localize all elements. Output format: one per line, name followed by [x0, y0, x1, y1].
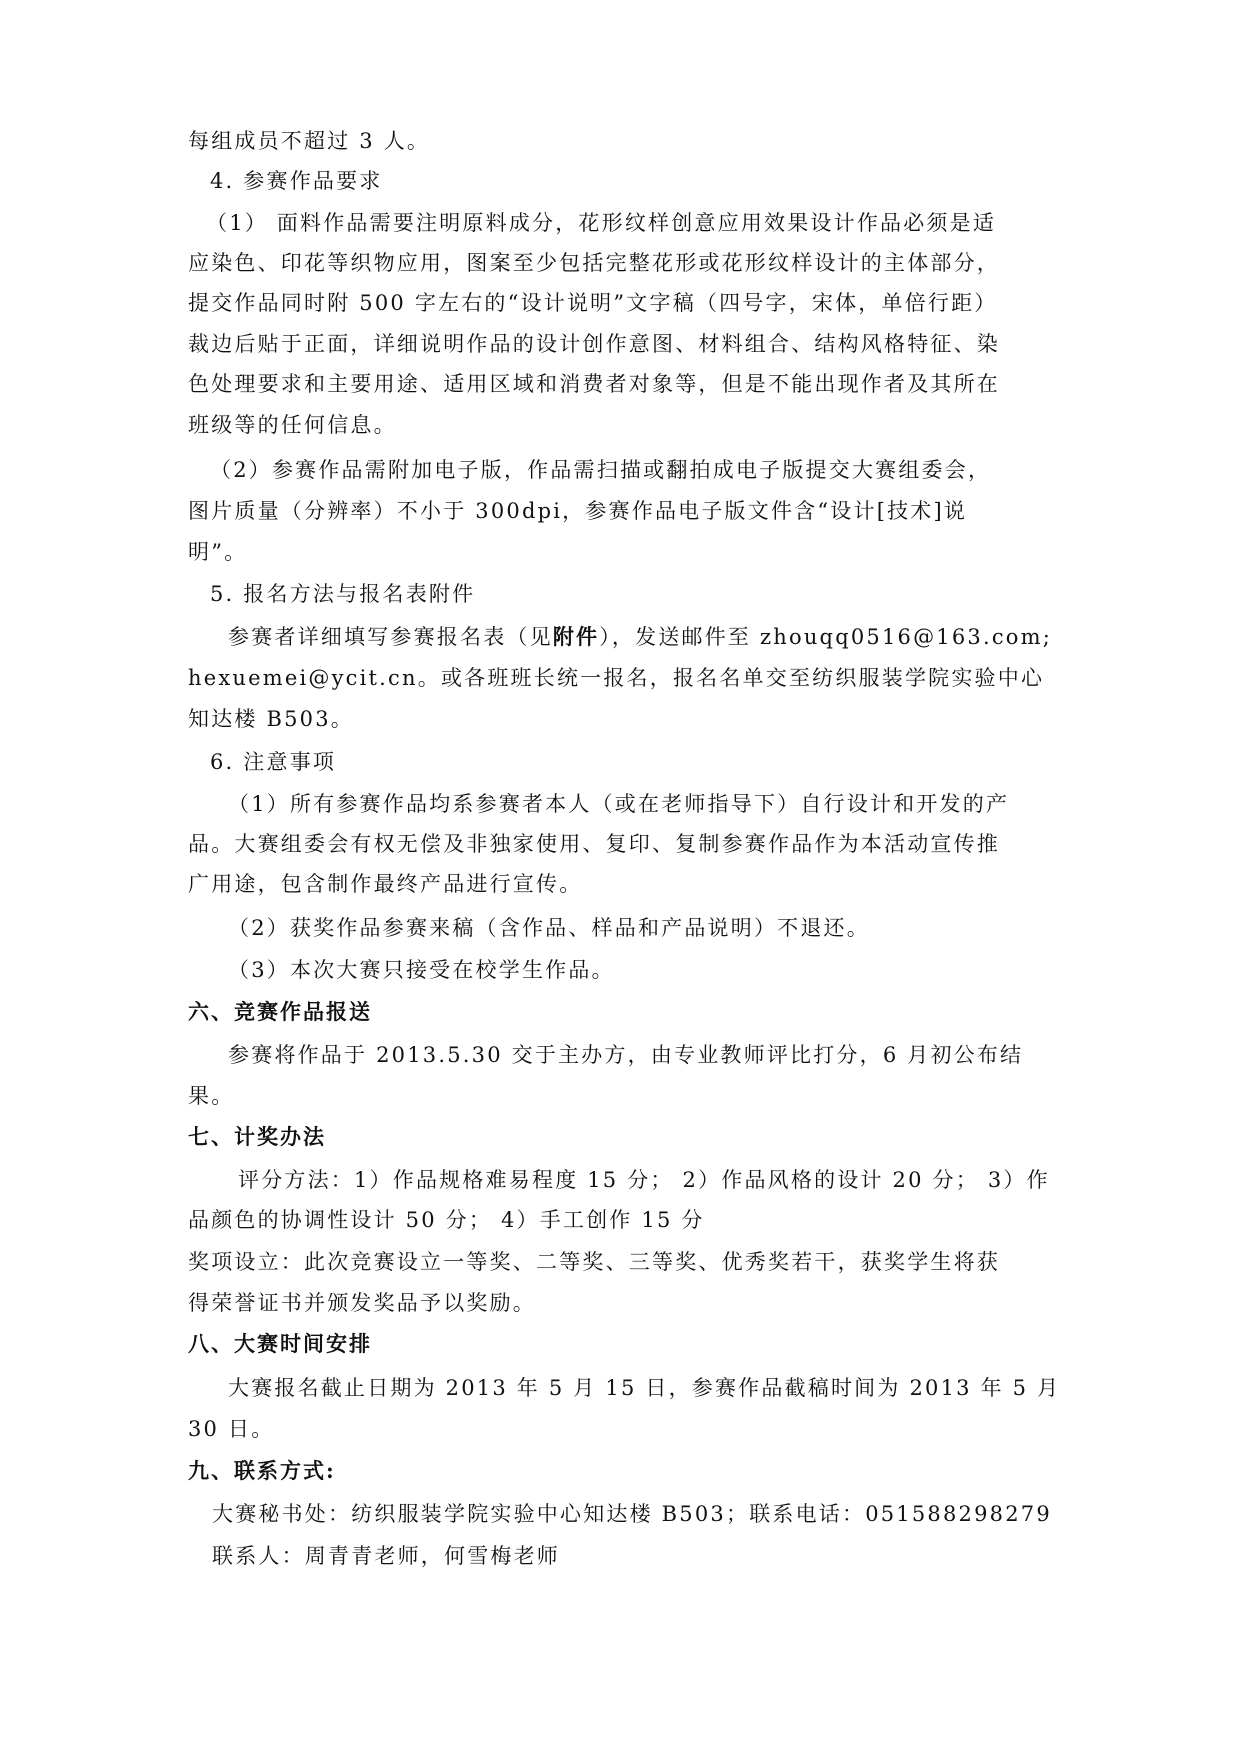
paragraph-line [228, 622, 1108, 652]
paragraph-text: 参赛者详细填写参赛报名表（见 [228, 625, 553, 649]
paragraph-line: 裁边后贴于正面，详细说明作品的设计创作意图、材料组合、结构风格特征、染 [188, 332, 1000, 356]
paragraph-line: （1） 面料作品需要注明原料成分，花形纹样创意应用效果设计作品必须是适 [206, 211, 997, 235]
contact-line: 大赛秘书处：纺织服装学院实验中心知达楼 B503；联系电话：051588298279 [212, 1502, 1052, 1526]
paragraph-line: hexuemei@ycit.cn。或各班班长统一报名，报名名单交至纺织服装学院实验中心 [188, 666, 1045, 690]
section-subheading: 5. 报名方法与报名表附件 [210, 582, 476, 606]
section-subheading: 6. 注意事项 [210, 750, 337, 774]
contact-line: 联系人：周青青老师，何雪梅老师 [212, 1544, 560, 1568]
paragraph-line: 应染色、印花等织物应用，图案至少包括完整花形或花形纹样设计的主体部分， [188, 251, 1000, 275]
paragraph-line: 30 日。 [188, 1417, 275, 1441]
section-heading: 七、计奖办法 [188, 1124, 326, 1149]
section-heading: 九、联系方式: [188, 1458, 336, 1483]
paragraph-line: 品。大赛组委会有权无偿及非独家使用、复印、复制参赛作品作为本活动宣传推 [188, 832, 1000, 856]
paragraph-line: 果。 [188, 1084, 235, 1108]
paragraph-line: 提交作品同时附 500 字左右的“设计说明”文字稿（四号字，宋体，单倍行距） [188, 291, 998, 315]
section-heading: 八、大赛时间安排 [188, 1331, 372, 1356]
paragraph-line: 品颜色的协调性设计 50 分； 4）手工创作 15 分 [188, 1208, 705, 1232]
paragraph-line: 图片质量（分辨率）不小于 300dpi，参赛作品电子版文件含“设计[技术]说 [188, 499, 968, 523]
paragraph-line: 班级等的任何信息。 [188, 413, 397, 437]
paragraph-line: 每组成员不超过 3 人。 [188, 129, 431, 153]
paragraph-line: （1）所有参赛作品均系参赛者本人（或在老师指导下）自行设计和开发的产 [228, 792, 1010, 816]
paragraph-line: 知达楼 B503。 [188, 707, 354, 731]
paragraph-line: 评分方法：1）作品规格难易程度 15 分； 2）作品风格的设计 20 分； 3）作 [238, 1168, 1050, 1192]
paragraph-line: 大赛报名截止日期为 2013 年 5 月 15 日，参赛作品截稿时间为 2013 年 5 月 [228, 1376, 1061, 1400]
paragraph-line: 参赛将作品于 2013.5.30 交于主办方，由专业教师评比打分，6 月初公布结 [228, 1043, 1024, 1067]
paragraph-line: （2）参赛作品需附加电子版，作品需扫描或翻拍成电子版提交大赛组委会， [210, 458, 992, 482]
section-subheading: 4. 参赛作品要求 [210, 169, 383, 193]
paragraph-line: 明”。 [188, 540, 248, 564]
paragraph-line: 得荣誉证书并颁发奖品予以奖励。 [188, 1291, 536, 1315]
paragraph-line: （3）本次大赛只接受在校学生作品。 [228, 958, 615, 982]
section-heading: 六、竞赛作品报送 [188, 999, 372, 1024]
attachment-label: 附件 [552, 624, 600, 649]
paragraph-line: 色处理要求和主要用途、适用区域和消费者对象等，但是不能出现作者及其所在 [188, 372, 1000, 396]
paragraph-text: ），发送邮件至 zhouqq0516@163.com; [599, 625, 1053, 649]
paragraph-line: （2）获奖作品参赛来稿（含作品、样品和产品说明）不退还。 [228, 916, 870, 940]
paragraph-line: 广用途，包含制作最终产品进行宣传。 [188, 872, 583, 896]
paragraph-line: 奖项设立：此次竞赛设立一等奖、二等奖、三等奖、优秀奖若干，获奖学生将获 [188, 1250, 1000, 1274]
